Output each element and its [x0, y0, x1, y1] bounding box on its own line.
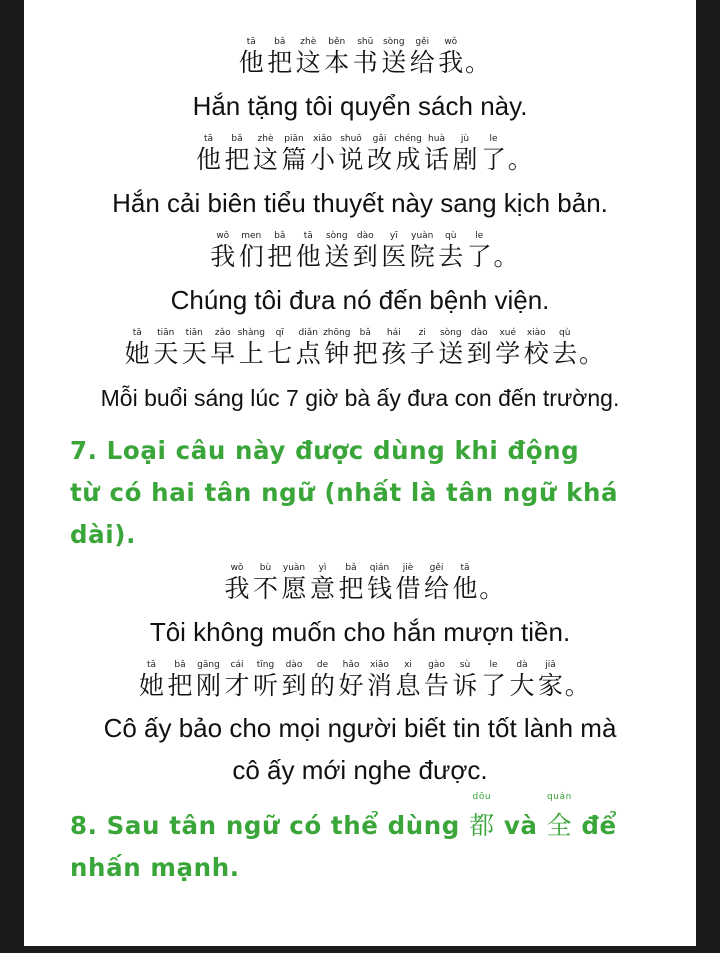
ruby-line	[194, 133, 533, 175]
hanzi: 消	[366, 671, 392, 700]
pinyin: gāng	[197, 660, 220, 670]
hanzi: 给	[409, 48, 435, 77]
hanzi: 把	[267, 48, 293, 77]
hanzi: 意	[309, 574, 335, 603]
hanzi: 不	[252, 574, 278, 603]
pinyin: zhè	[300, 37, 317, 47]
heading-7-line-2: từ có hai tân ngữ (nhất là tân ngữ khá	[70, 478, 619, 507]
pinyin: de	[316, 660, 329, 670]
ruby-line	[209, 230, 519, 272]
punctuation	[564, 659, 590, 701]
pinyin: hǎo	[342, 660, 360, 670]
ruby-dou	[469, 792, 495, 847]
hanzi: 的	[309, 671, 335, 700]
pinyin: tā	[460, 563, 470, 573]
hanzi: 我	[438, 48, 464, 77]
pinyin: chéng	[394, 134, 422, 144]
ruby-char	[137, 659, 166, 701]
hanzi: 把	[267, 242, 293, 271]
hanzi-dou: 都	[469, 811, 495, 840]
hanzi: 孩	[381, 339, 407, 368]
hanzi: 把	[167, 671, 193, 700]
ruby-char	[323, 36, 352, 78]
ruby-char	[251, 562, 280, 604]
hanzi: 剧	[452, 145, 478, 174]
hanzi: 医	[381, 242, 407, 271]
ruby-quan	[546, 792, 573, 847]
pinyin: wǒ	[216, 231, 230, 241]
pinyin: qù	[559, 328, 571, 338]
hanzi: 把	[352, 339, 378, 368]
ruby-char	[323, 327, 352, 369]
pinyin: sòng	[439, 328, 462, 338]
pinyin: sù	[459, 660, 471, 670]
ruby-char	[237, 327, 266, 369]
pinyin: sòng	[382, 37, 405, 47]
hanzi: 改	[366, 145, 392, 174]
hanzi: 天	[153, 339, 179, 368]
pinyin: gěi	[415, 37, 430, 47]
ruby-char	[223, 659, 252, 701]
pinyin: xué	[499, 328, 517, 338]
hanzi: 把	[224, 145, 250, 174]
ruby-char	[337, 562, 366, 604]
ruby-char	[166, 659, 195, 701]
pinyin: yì	[318, 563, 327, 573]
hanzi: 她	[124, 339, 150, 368]
pinyin: piān	[284, 134, 304, 144]
hanzi: 息	[395, 671, 421, 700]
chinese-sentence-3	[24, 230, 696, 272]
punctuation	[493, 230, 519, 272]
hanzi: 这	[295, 48, 321, 77]
chinese-sentence-2	[24, 133, 696, 175]
pinyin: zi	[418, 328, 426, 338]
punctuation	[579, 327, 605, 369]
hanzi: 借	[395, 574, 421, 603]
chinese-sentence-1	[24, 36, 696, 78]
ruby-char	[251, 133, 280, 175]
pinyin: gào	[428, 660, 445, 670]
ruby-char	[194, 659, 223, 701]
heading-8-line-2: nhấn mạnh.	[70, 853, 240, 882]
translation-4: Mỗi buổi sáng lúc 7 giờ bà ấy đưa con đến trường.	[100, 385, 620, 411]
ruby-char	[194, 133, 223, 175]
pinyin: dào	[285, 660, 303, 670]
pinyin: le	[489, 660, 498, 670]
pinyin: xiǎo	[313, 134, 332, 144]
pinyin: yī	[389, 231, 398, 241]
ruby-char	[551, 327, 580, 369]
pinyin: hái	[386, 328, 401, 338]
hanzi: 他	[452, 574, 478, 603]
hanzi: 了	[480, 145, 506, 174]
ruby-char	[394, 659, 423, 701]
ruby-char	[180, 327, 209, 369]
chinese-sentence-5	[24, 562, 696, 604]
pinyin: dào	[470, 328, 488, 338]
hanzi: 到	[352, 242, 378, 271]
hanzi: 书	[352, 48, 378, 77]
hanzi: 他	[238, 48, 264, 77]
pinyin: shuō	[340, 134, 362, 144]
translation-3: Chúng tôi đưa nó đến bệnh viện.	[170, 285, 550, 315]
hanzi: 送	[438, 339, 464, 368]
pinyin: tiān	[157, 328, 175, 338]
book-page	[24, 0, 696, 946]
ruby-char	[266, 230, 295, 272]
hanzi: 钟	[324, 339, 350, 368]
ruby-line	[237, 36, 491, 78]
ruby-char	[209, 230, 238, 272]
ruby-char	[223, 133, 252, 175]
hanzi: 了	[466, 242, 492, 271]
ruby-char	[351, 327, 380, 369]
hanzi: 去	[552, 339, 578, 368]
hanzi: 给	[423, 574, 449, 603]
full-stop: 。	[465, 48, 491, 77]
ruby-char	[422, 659, 451, 701]
ruby-line	[223, 562, 505, 604]
ruby-char	[380, 36, 409, 78]
hanzi: 学	[495, 339, 521, 368]
ruby-char	[223, 562, 252, 604]
ruby-char	[280, 562, 309, 604]
punctuation	[479, 562, 505, 604]
pinyin: bù	[259, 563, 272, 573]
hanzi: 小	[309, 145, 335, 174]
hanzi: 刚	[195, 671, 221, 700]
pinyin: wǒ	[230, 563, 244, 573]
pinyin: tiān	[185, 328, 203, 338]
pinyin: bǎ	[345, 563, 357, 573]
ruby-char	[365, 562, 394, 604]
hanzi: 们	[238, 242, 264, 271]
full-stop: 。	[479, 574, 505, 603]
hanzi: 我	[224, 574, 250, 603]
ruby-char	[280, 133, 309, 175]
heading-8-prefix: 8. Sau tân ngữ có thể dùng	[70, 811, 470, 840]
ruby-char	[465, 230, 494, 272]
ruby-char	[123, 327, 152, 369]
translation-5: Tôi không muốn cho hắn mượn tiền.	[149, 617, 571, 647]
ruby-char	[479, 133, 508, 175]
hanzi: 到	[466, 339, 492, 368]
pinyin: dào	[356, 231, 374, 241]
pinyin: bǎ	[174, 660, 186, 670]
hanzi: 天	[181, 339, 207, 368]
heading-7-line-1: 7. Loại câu này được dùng khi động	[70, 436, 580, 465]
hanzi: 钱	[366, 574, 392, 603]
hanzi: 我	[210, 242, 236, 271]
hanzi: 早	[210, 339, 236, 368]
ruby-char	[337, 659, 366, 701]
pinyin: jiè	[402, 563, 414, 573]
hanzi: 才	[224, 671, 250, 700]
ruby-char	[365, 133, 394, 175]
hanzi: 到	[281, 671, 307, 700]
pinyin: xi	[404, 660, 412, 670]
pinyin: zhōng	[323, 328, 351, 338]
pinyin: qù	[445, 231, 457, 241]
hanzi: 这	[252, 145, 278, 174]
pinyin-quan: quán	[546, 792, 572, 802]
ruby-char	[251, 659, 280, 701]
pinyin: jù	[460, 134, 470, 144]
pinyin: gěi	[429, 563, 444, 573]
ruby-char	[323, 230, 352, 272]
ruby-char	[294, 36, 323, 78]
heading-8-middle: và	[494, 811, 547, 840]
hanzi: 送	[324, 242, 350, 271]
pinyin: yuàn	[282, 563, 306, 573]
full-stop: 。	[507, 145, 533, 174]
ruby-char	[237, 230, 266, 272]
ruby-char	[522, 327, 551, 369]
ruby-char	[408, 327, 437, 369]
hanzi: 她	[138, 671, 164, 700]
pinyin: zhè	[257, 134, 274, 144]
pinyin: diǎn	[298, 328, 318, 338]
pinyin: tā	[246, 37, 256, 47]
pinyin: tā	[132, 328, 142, 338]
heading-8-line-1	[70, 792, 670, 847]
pinyin: cái	[230, 660, 244, 670]
ruby-char	[266, 36, 295, 78]
pinyin: tā	[203, 134, 214, 144]
ruby-char	[494, 327, 523, 369]
translation-6-line-1: Cô ấy bảo cho mọi người biết tin tốt lành mà	[103, 713, 617, 743]
ruby-char	[209, 327, 238, 369]
hanzi: 成	[395, 145, 421, 174]
hanzi: 家	[537, 671, 563, 700]
ruby-char	[451, 659, 480, 701]
ruby-char	[351, 36, 380, 78]
pinyin: tā	[303, 231, 313, 241]
pinyin: men	[241, 231, 262, 241]
pinyin: xiāo	[370, 660, 389, 670]
hanzi: 上	[238, 339, 264, 368]
ruby-char	[308, 133, 337, 175]
chinese-sentence-6	[24, 659, 696, 701]
ruby-line	[137, 659, 590, 701]
heading-8-suffix: để	[572, 811, 617, 840]
pinyin: wǒ	[444, 37, 458, 47]
ruby-char	[465, 327, 494, 369]
hanzi: 愿	[281, 574, 307, 603]
ruby-char	[437, 327, 466, 369]
ruby-char	[422, 133, 451, 175]
hanzi: 去	[438, 242, 464, 271]
ruby-char	[451, 562, 480, 604]
heading-7-line-3: dài).	[70, 520, 136, 549]
pinyin: dà	[516, 660, 528, 670]
hanzi: 本	[324, 48, 350, 77]
ruby-char	[437, 230, 466, 272]
hanzi: 校	[523, 339, 549, 368]
pinyin: tīng	[256, 660, 275, 670]
pinyin: qī	[275, 328, 284, 338]
ruby-char	[294, 327, 323, 369]
hanzi: 他	[295, 242, 321, 271]
ruby-char	[152, 327, 181, 369]
pinyin: jiā	[545, 660, 556, 670]
ruby-char	[308, 659, 337, 701]
pinyin: bǎ	[231, 134, 243, 144]
pinyin: shàng	[237, 328, 265, 338]
ruby-char	[394, 133, 423, 175]
ruby-char	[422, 562, 451, 604]
ruby-line	[123, 327, 605, 369]
full-stop: 。	[493, 242, 519, 271]
ruby-char	[337, 133, 366, 175]
hanzi-quan: 全	[546, 811, 573, 840]
ruby-char	[479, 659, 508, 701]
pinyin: shū	[357, 37, 374, 47]
ruby-char	[237, 36, 266, 78]
pinyin: xiào	[526, 328, 546, 338]
translation-1: Hắn tặng tôi quyển sách này.	[192, 91, 528, 121]
ruby-char	[408, 230, 437, 272]
ruby-char	[437, 36, 466, 78]
chinese-sentence-4	[24, 327, 696, 369]
ruby-char	[508, 659, 537, 701]
ruby-char	[394, 562, 423, 604]
ruby-char	[365, 659, 394, 701]
ruby-char	[280, 659, 309, 701]
hanzi: 他	[195, 145, 221, 174]
punctuation	[465, 36, 491, 78]
pinyin: bǎ	[274, 231, 286, 241]
ruby-char	[380, 327, 409, 369]
hanzi: 诉	[452, 671, 478, 700]
pinyin: běn	[328, 37, 346, 47]
ruby-char	[536, 659, 565, 701]
hanzi: 把	[338, 574, 364, 603]
ruby-char	[266, 327, 295, 369]
ruby-char	[351, 230, 380, 272]
section-heading-7	[70, 430, 670, 556]
ruby-char	[408, 36, 437, 78]
hanzi: 告	[423, 671, 449, 700]
pinyin-dou: dōu	[472, 792, 492, 802]
pinyin: yuàn	[411, 231, 434, 241]
pinyin: le	[489, 134, 498, 144]
pinyin: bǎ	[359, 328, 371, 338]
ruby-char	[294, 230, 323, 272]
pinyin: bǎ	[274, 37, 286, 47]
hanzi: 院	[409, 242, 435, 271]
hanzi: 了	[480, 671, 506, 700]
hanzi: 子	[409, 339, 435, 368]
hanzi: 听	[252, 671, 278, 700]
pinyin: zǎo	[214, 328, 231, 338]
pinyin: tā	[146, 660, 157, 670]
hanzi: 说	[338, 145, 364, 174]
pinyin: huà	[428, 134, 445, 144]
ruby-char	[451, 133, 480, 175]
hanzi: 篇	[281, 145, 307, 174]
ruby-char	[380, 230, 409, 272]
hanzi: 好	[338, 671, 364, 700]
hanzi: 七	[267, 339, 293, 368]
hanzi: 话	[423, 145, 449, 174]
punctuation	[507, 133, 533, 175]
hanzi: 点	[295, 339, 321, 368]
pinyin: qián	[369, 563, 390, 573]
full-stop: 。	[579, 339, 605, 368]
ruby-char	[308, 562, 337, 604]
section-heading-8	[70, 792, 670, 889]
pinyin: le	[475, 231, 484, 241]
translation-2: Hắn cải biên tiểu thuyết này sang kịch bản.	[112, 188, 608, 218]
pinyin: sòng	[325, 231, 348, 241]
hanzi: 大	[509, 671, 535, 700]
translation-6-line-2: cô ấy mới nghe được.	[232, 755, 488, 785]
hanzi: 送	[381, 48, 407, 77]
full-stop: 。	[564, 671, 590, 700]
pinyin: gǎi	[372, 134, 387, 144]
